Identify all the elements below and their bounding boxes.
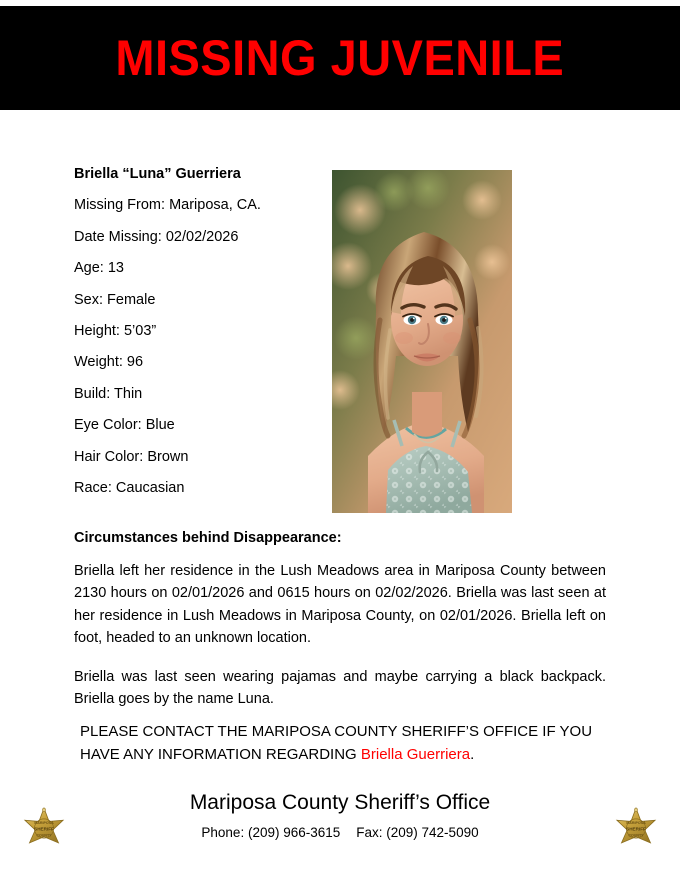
svg-text:COUNTY: COUNTY: [628, 833, 644, 838]
sheriff-badge-icon-right: [610, 803, 662, 855]
page-title: MISSING JUVENILE: [115, 30, 565, 86]
agency-contact-numbers: [0, 825, 680, 841]
fax-number: Fax: (209) 742-5090: [356, 825, 479, 841]
subject-photo: [332, 170, 512, 513]
badge-text-middle: SHERIFF: [34, 826, 54, 832]
svg-text:MARIPOSA: MARIPOSA: [626, 821, 646, 825]
badge-text-top: MARIPOSA: [34, 821, 54, 825]
circumstances-paragraph-1: Briella left her residence in the Lush Meadows area in Mariposa County between 2130 hours on 02/01/2026 and 0615 hours on 02/02/2026. Briella was last seen at her residence in Lush Meadows in Mariposa County, on 02/01/2026. Briella left on foot, headed to an unknown location.: [74, 563, 606, 647]
sheriff-badge-icon-left: [18, 803, 70, 855]
subject-name: Briella “Luna” Guerriera: [74, 166, 241, 182]
detail-sex: Sex: Female: [74, 291, 156, 308]
agency-name: Mariposa County Sheriff’s Office: [189, 791, 491, 814]
contact-notice-trailing: .: [470, 745, 475, 763]
contact-notice-lead: PLEASE CONTACT THE MARIPOSA COUNTY SHERIFF’S OFFICE IF YOU HAVE ANY INFORMATION REGARDING: [80, 723, 593, 763]
circumstances-heading: Circumstances behind Disappearance:: [74, 530, 342, 546]
detail-missing-from: Missing From: Mariposa, CA.: [74, 197, 261, 214]
subject-details: [74, 166, 324, 511]
detail-date-missing: Date Missing: 02/02/2026: [74, 228, 239, 245]
circumstances-body: [74, 560, 606, 711]
circumstances-paragraph-2: Briella was last seen wearing pajamas and maybe carrying a black backpack. Briella goes by the name Luna.: [74, 668, 606, 708]
detail-weight: Weight: 96: [74, 354, 144, 371]
footer: [0, 790, 680, 841]
detail-hair-color: Hair Color: Brown: [74, 448, 189, 465]
svg-text:SHERIFF: SHERIFF: [626, 826, 646, 832]
detail-race: Race: Caucasian: [74, 479, 185, 496]
phone-number: Phone: (209) 966-3615: [201, 825, 341, 841]
detail-eye-color: Eye Color: Blue: [74, 417, 175, 434]
detail-height: Height: 5’03”: [74, 322, 157, 339]
contact-notice-subject-name: Briella Guerriera: [360, 745, 471, 763]
detail-build: Build: Thin: [74, 385, 143, 402]
detail-age: Age: 13: [74, 260, 124, 277]
contact-notice: [80, 721, 600, 766]
header-banner: [0, 6, 680, 110]
badge-text-bottom: COUNTY: [36, 833, 52, 838]
